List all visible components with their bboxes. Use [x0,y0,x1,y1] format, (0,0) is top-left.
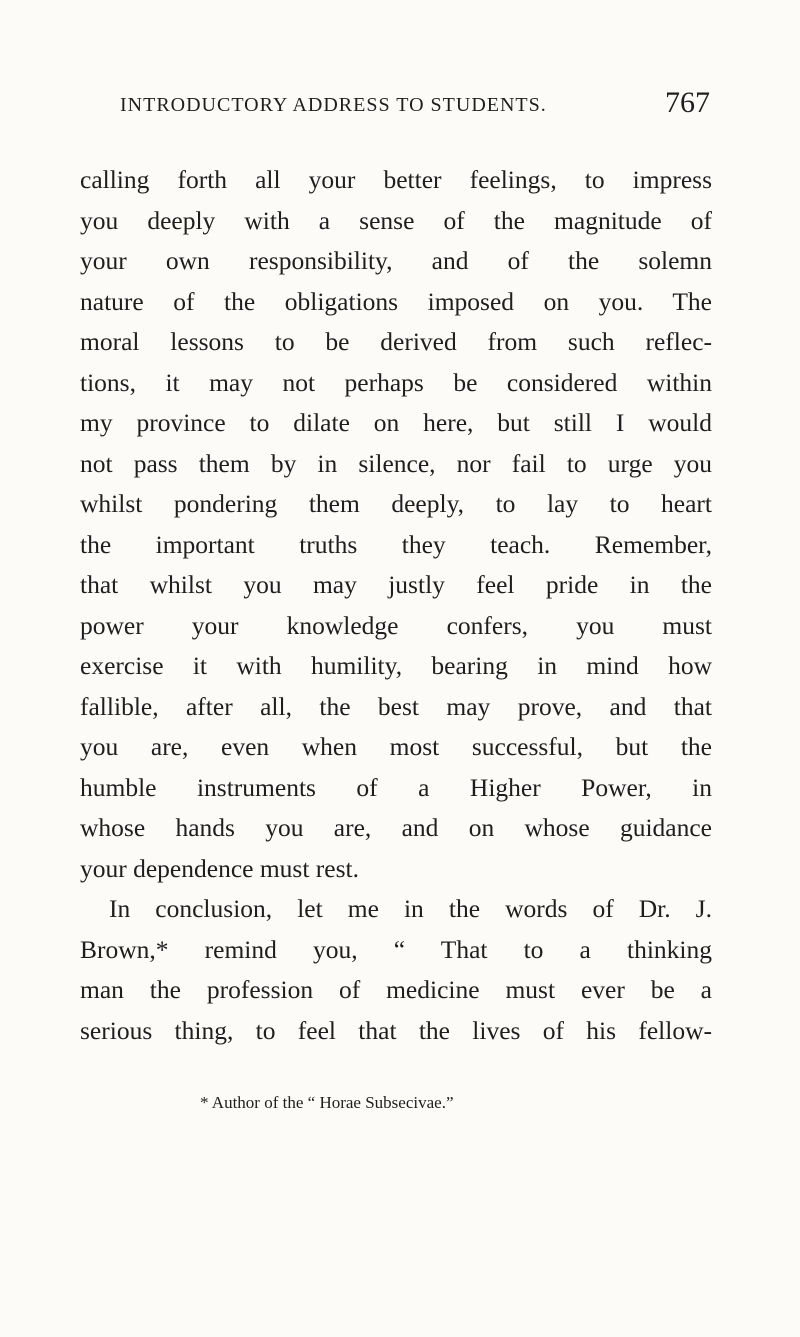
text-line: whilst pondering them deeply, to lay to heart [80,489,712,518]
running-head: INTRODUCTORY ADDRESS TO STUDENTS. [120,94,547,116]
text-line: not pass them by in silence, nor fail to urge you [80,448,712,478]
paragraph-start-line: In conclusion, let me in the words of Dr. J. [109,894,712,923]
text-line: fallible, after all, the best may prove, and that [80,691,712,721]
page-header [120,86,710,132]
text-line: power your knowledge confers, you must [80,610,712,640]
text-line: my province to dilate on here, but still I would [80,408,712,437]
text-line: man the profession of medicine must ever be a [80,975,712,1004]
text-line: moral lessons to be derived from such reflec- [80,327,712,356]
text-line: that whilst you may justly feel pride in the [80,570,712,599]
text-line: calling forth all your better feelings, to impress [80,165,712,194]
text-line: whose hands you are, and on whose guidance [80,813,712,842]
text-line: Brown,* remind you, “ That to a thinking [80,934,712,964]
page-number: 767 [665,86,710,119]
text-line: the important truths they teach. Remember, [80,529,712,559]
text-line: you deeply with a sense of the magnitude of [80,205,712,235]
text-line: tions, it may not perhaps be considered within [80,367,712,397]
text-line: humble instruments of a Higher Power, in [80,772,712,802]
footnote: * Author of the “ Horae Subsecivae.” [200,1093,454,1112]
text-line: nature of the obligations imposed on you. The [80,286,712,316]
paragraph-end-line: your dependence must rest. [80,853,359,883]
text-line: serious thing, to feel that the lives of his fellow- [80,1015,712,1045]
body-text [80,160,712,1051]
text-line: your own responsibility, and of the solemn [80,246,712,275]
text-line: you are, even when most successful, but the [80,732,712,761]
text-line: exercise it with humility, bearing in mind how [80,651,712,680]
